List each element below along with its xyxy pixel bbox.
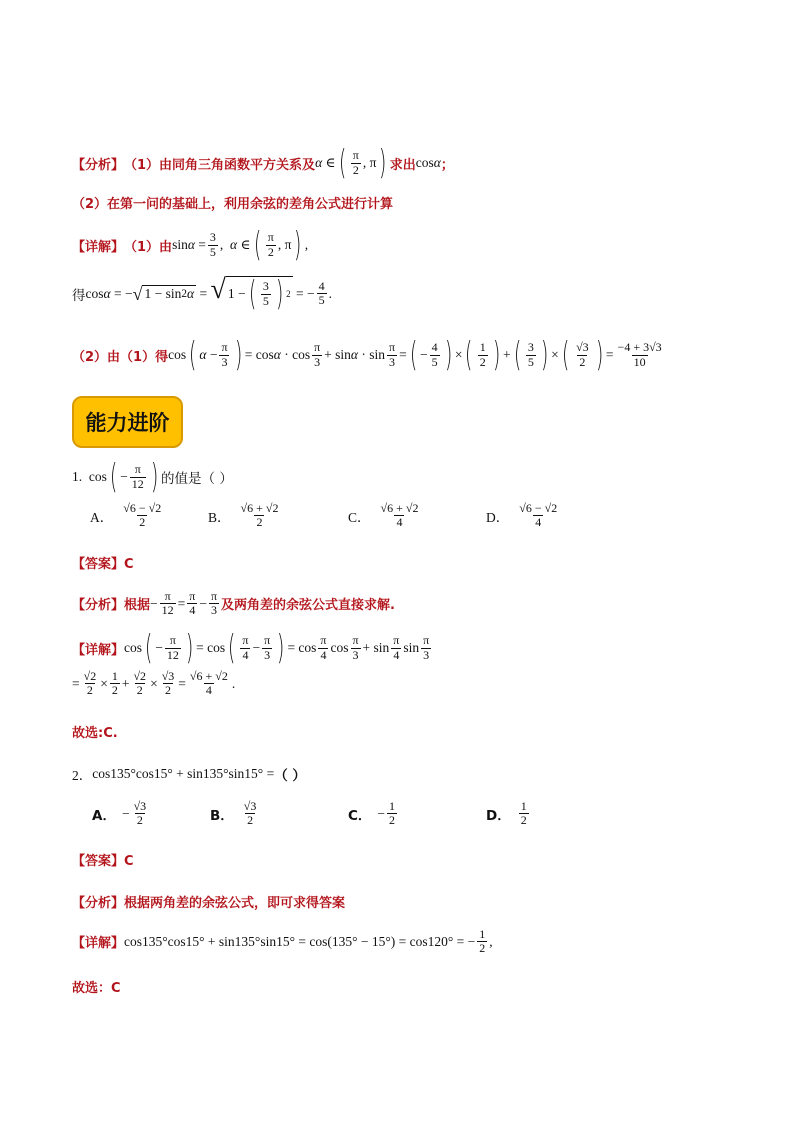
math-interval-2: ( $\frac{\pi}{2}$ , π ) [253,225,302,265]
q1-option-a[interactable]: A． $\frac{√6 - √2}{2}$ [90,501,162,530]
q1-option-d[interactable]: D． $\frac{√6 - √2}{4}$ [486,501,558,530]
detail-de: 得 [72,287,86,304]
sqrt-1-minus-frac: √ 1 − ( $\frac{3}{5}$ ) 2 [210,274,291,314]
q2-detail: 【详解】 cos135°cos15° + sin135°sin15° = cos(135° − 15°) = cos120° = − $\frac{1}{2}$ , [72,927,493,956]
detail-line-1: 【详解】 （1）由 sinα = $\frac{3}{5}$ , α ∈ ( $\frac{\pi}{2}$ , π ) , [72,225,309,265]
math-alpha-range: , α ∈ [219,237,251,252]
q1-stem-tail: 的值是（ ） [161,471,233,487]
analysis-text-1b: 求出 [389,157,416,173]
analysis-tag: 【分析】 [72,157,125,173]
math-sin-alpha: sinα = [172,237,206,252]
fraction-4-5: $\frac{4}{5}$ [318,278,325,307]
q1-choice: 故选:C. [72,726,118,741]
detail-text-2: （2）由（1）得 [72,349,169,365]
q1-detail: 【详解】 cos ( − $\frac{\pi}{12}$ ) = cos ( $\frac{\pi}{4}$ − $\frac{\pi}{3}$ ) = cos $\frac{\pi}{4}$ cos $\frac{\pi}{3}$ + sin $\frac{\pi}{4}$ sin $\frac{\pi}{3}$ [72,628,430,668]
q1-stem: 1. cos ( − $\frac{\pi}{12}$ ) 的值是（ ） [72,457,233,497]
q2-option-b[interactable]: B． $\frac{√3}{2}$ [210,799,257,828]
q1-detail-cont: = $\frac{√2}{2}$ × $\frac{1}{2}$ + $\frac{√2}{2}$ × $\frac{√3}{2}$ = $\frac{√6 + √2}{4}$ . [72,669,236,698]
analysis-line-2 [72,193,393,212]
analysis-text-1c: ； [440,157,454,173]
math-cos-diff: ( α − $\frac{\pi}{3}$ ) [189,335,242,375]
q2-option-a[interactable]: A． − $\frac{√3}{2}$ [92,799,147,828]
q1-option-b[interactable]: B． $\frac{√6 + √2}{2}$ [208,501,279,530]
sqrt-1-sin2: √ 1 − sin 2 α [132,283,195,304]
math-alpha-in: α ∈ [315,155,336,170]
q2-stem: 2． cos135°cos15° + sin135°sin15° = （ ） [72,766,306,784]
math-cos-alpha-eq: cosα = − [85,285,133,301]
result-fraction: $\frac{-4 + 3√3}{10}$ [617,340,662,369]
q1-option-c[interactable]: C． $\frac{√6 + √2}{4}$ [348,501,419,530]
analysis-text-2: （2）在第一问的基础上，利用余弦的差角公式进行计算 [72,197,394,212]
detail-text-1: （1）由 [124,239,173,255]
analysis-line-1 [72,143,454,183]
detail-line-3: （2）由（1）得 cos ( α − $\frac{\pi}{3}$ ) = cosα · cos $\frac{\pi}{3}$ + sinα · sin $\frac{\pi}{3}$ = ( − $\frac{4}{5}$ ) × ( $\frac{1}{2}$ ) + ( $\frac{3}{5}$ ) × ( $\frac{√3}{2}$ ) = $\frac{-4 + 3√3}{10}$ [72,335,662,375]
detail-tag: 【详解】 [72,239,125,255]
fraction-3-5: $\frac{3}{5}$ [209,230,216,259]
q2-answer: 【答案】C [72,854,134,869]
math-cos-alpha: cosα [415,155,441,170]
q2-analysis: 【分析】 根据两角差的余弦公式，即可求得答案 [72,896,346,911]
q1-number: 1. [72,469,83,484]
math-interval: ( $\frac{\pi}{2}$ , π ) [338,143,387,183]
q2-expression: cos135°cos15° + sin135°sin15° = [92,766,275,781]
section-badge: 能力进阶 [72,396,183,448]
analysis-text-1: （1）由同角三角函数平方关系及 [124,157,316,173]
detail-line-2: 得 cosα = − √ 1 − sin 2 α = √ 1 − ( $\frac{3}{5}$ ) 2 = − $\frac{4}{5}$ . [72,274,332,314]
q1-answer: 【答案】C [72,557,134,572]
q1-analysis: 【分析】 根据 − $\frac{\pi}{12}$ = $\frac{\pi}{4}$ − $\frac{\pi}{3}$ 及两角差的余弦公式直接求解. [72,589,395,618]
q2-option-d[interactable]: D． $\frac{1}{2}$ [486,799,527,828]
q2-choice: 故选：C [72,981,121,996]
q2-option-c[interactable]: C． − $\frac{1}{2}$ [348,799,396,828]
